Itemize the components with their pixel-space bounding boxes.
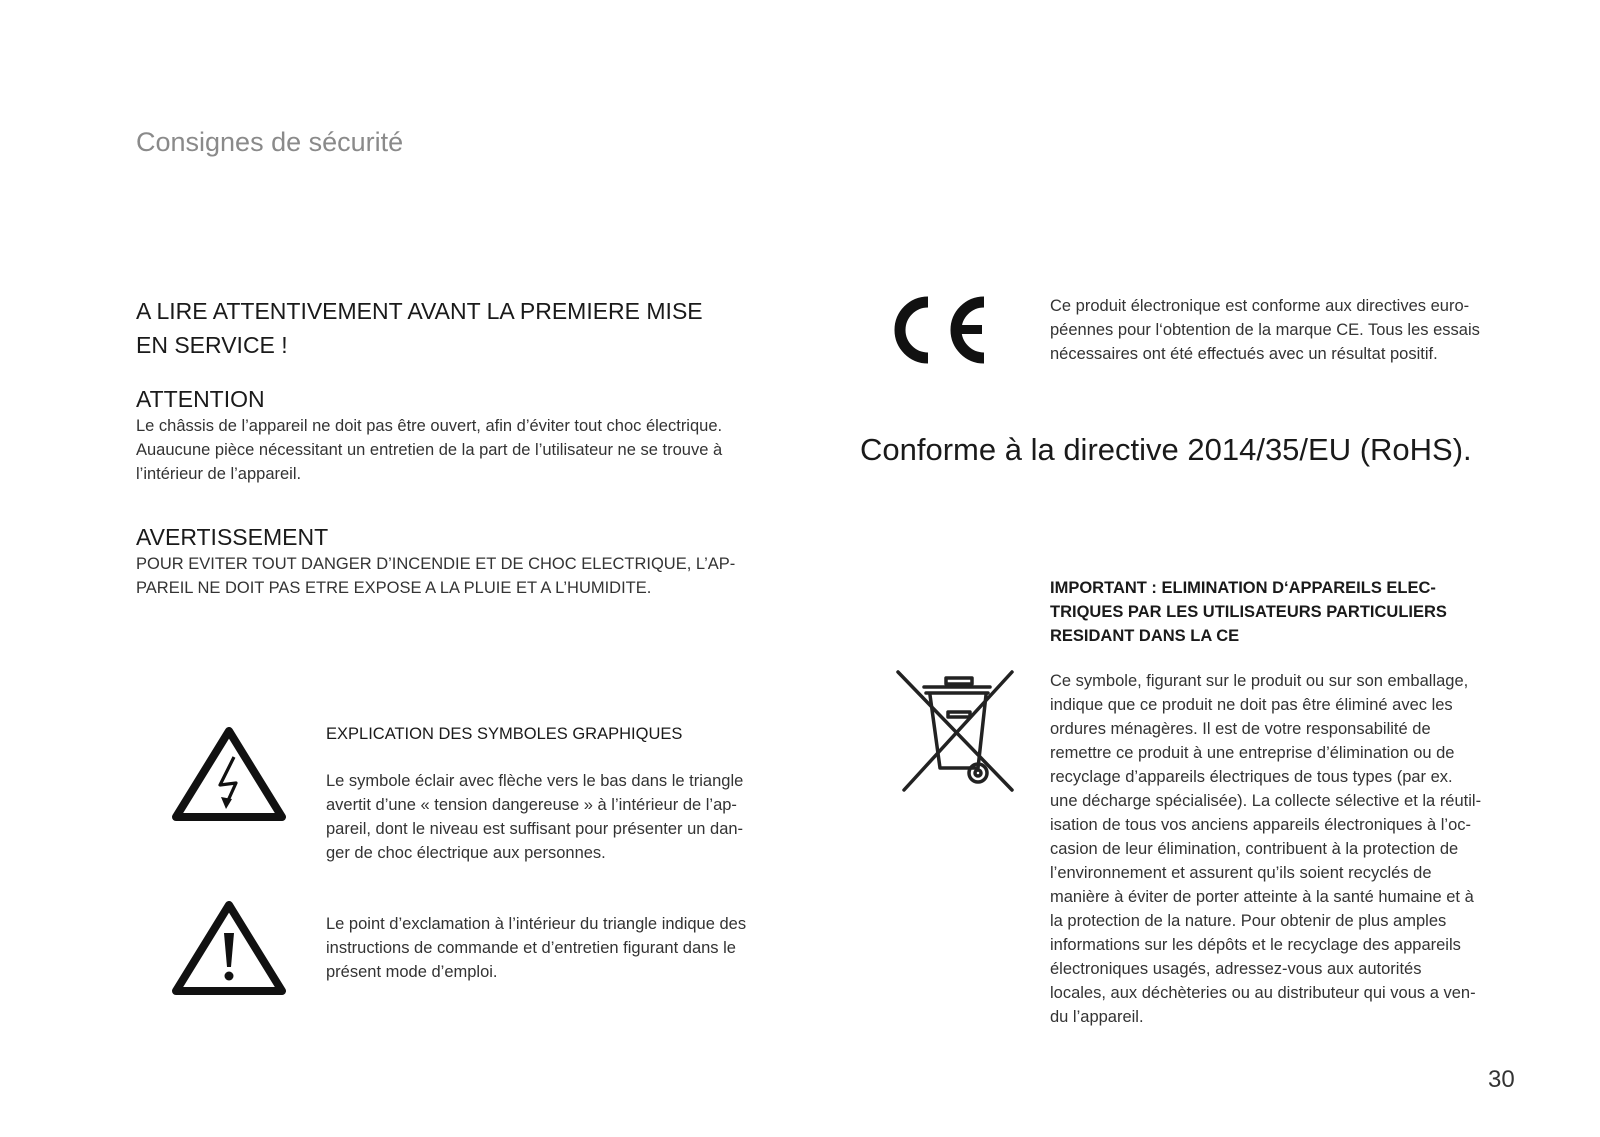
ce-line: nécessaires ont été effectués avec un résultat positif. xyxy=(1050,345,1438,363)
lightning-line: pareil, dont le niveau est suffisant pour présenter un dan- xyxy=(326,820,744,838)
exclamation-line: instructions de commande et d’entretien figurant dans le xyxy=(326,939,736,957)
warning-line: POUR EVITER TOUT DANGER D’INCENDIE ET DE CHOC ELECTRIQUE, L’AP- xyxy=(136,555,736,573)
exclamation-line: présent mode d’emploi. xyxy=(326,963,498,981)
exclamation-triangle-icon xyxy=(172,901,286,995)
weee-line: du l’appareil. xyxy=(1050,1008,1144,1026)
lightning-line: ger de choc électrique aux personnes. xyxy=(326,844,606,862)
weee-line: remettre ce produit à une entreprise d’élimination ou de xyxy=(1050,744,1455,762)
weee-heading xyxy=(1050,576,1447,648)
lightning-triangle-icon xyxy=(172,727,286,821)
attention-line: Le châssis de l’appareil ne doit pas être ouvert, afin d’éviter tout choc électrique. xyxy=(136,417,723,435)
ce-line: Ce produit électronique est conforme aux directives euro- xyxy=(1050,297,1470,315)
page-number: 30 xyxy=(1488,1066,1515,1093)
ce-line: péennes pour l‘obtention de la marque CE. Tous les essais xyxy=(1050,321,1480,339)
weee-line: indique que ce produit ne doit pas être éliminé avec les xyxy=(1050,696,1453,714)
weee-line: électroniques usagés, adressez-vous aux autorités xyxy=(1050,960,1422,978)
exclamation-description xyxy=(326,912,746,984)
attention-heading: ATTENTION xyxy=(136,386,265,412)
warning-text xyxy=(136,552,735,600)
weee-line: locales, aux déchèteries ou au distributeur qui vous a ven- xyxy=(1050,984,1476,1002)
crossed-bin-icon xyxy=(894,668,1018,794)
weee-heading-line: IMPORTANT : ELIMINATION D‘APPAREILS ELEC- xyxy=(1050,579,1436,597)
page-title: Consignes de sécurité xyxy=(136,127,404,157)
warning-line: PAREIL NE DOIT PAS ETRE EXPOSE A LA PLUIE ET A L’HUMIDITE. xyxy=(136,579,652,597)
ce-description xyxy=(1050,294,1480,366)
lightning-line: Le symbole éclair avec flèche vers le bas dans le triangle xyxy=(326,772,744,790)
weee-line: manière à éviter de porter atteinte à la santé humaine et à xyxy=(1050,888,1474,906)
attention-line: l’intérieur de l’appareil. xyxy=(136,465,302,483)
weee-line: ordures ménagères. Il est de votre responsabilité de xyxy=(1050,720,1431,738)
weee-line: casion de leur élimination, contribuent à la protection de xyxy=(1050,840,1459,858)
weee-line: l’environnement et assurent qu’ils soient recyclés de xyxy=(1050,864,1432,882)
weee-heading-line: TRIQUES PAR LES UTILISATEURS PARTICULIERS xyxy=(1050,603,1447,621)
ce-mark-icon xyxy=(888,294,992,366)
weee-line: la protection de la nature. Pour obtenir de plus amples xyxy=(1050,912,1447,930)
intro-heading-line: EN SERVICE ! xyxy=(136,332,288,358)
rohs-statement: Conforme à la directive 2014/35/EU (RoHS). xyxy=(860,432,1472,467)
intro-heading xyxy=(136,294,796,362)
lightning-description xyxy=(326,769,743,865)
weee-description xyxy=(1050,669,1481,1029)
weee-line: informations sur les dépôts et le recyclage des appareils xyxy=(1050,936,1461,954)
warning-heading: AVERTISSEMENT xyxy=(136,524,329,550)
symbols-heading: EXPLICATION DES SYMBOLES GRAPHIQUES xyxy=(326,725,683,743)
intro-heading-line: A LIRE ATTENTIVEMENT AVANT LA PREMIERE MISE xyxy=(136,298,703,324)
weee-line: Ce symbole, figurant sur le produit ou sur son emballage, xyxy=(1050,672,1469,690)
lightning-line: avertit d’une « tension dangereuse » à l’intérieur de l’ap- xyxy=(326,796,737,814)
weee-line: une décharge spécialisée). La collecte sélective et la réutil- xyxy=(1050,792,1482,810)
attention-line: Auaucune pièce nécessitant un entretien de la part de l’utilisateur ne se trouve à xyxy=(136,441,723,459)
exclamation-line: Le point d’exclamation à l’intérieur du triangle indique des xyxy=(326,915,747,933)
weee-line: recyclage d’appareils électriques de tous types (par ex. xyxy=(1050,768,1453,786)
weee-line: isation de tous vos anciens appareils électroniques à l’oc- xyxy=(1050,816,1471,834)
attention-text xyxy=(136,414,722,486)
weee-heading-line: RESIDANT DANS LA CE xyxy=(1050,627,1240,645)
